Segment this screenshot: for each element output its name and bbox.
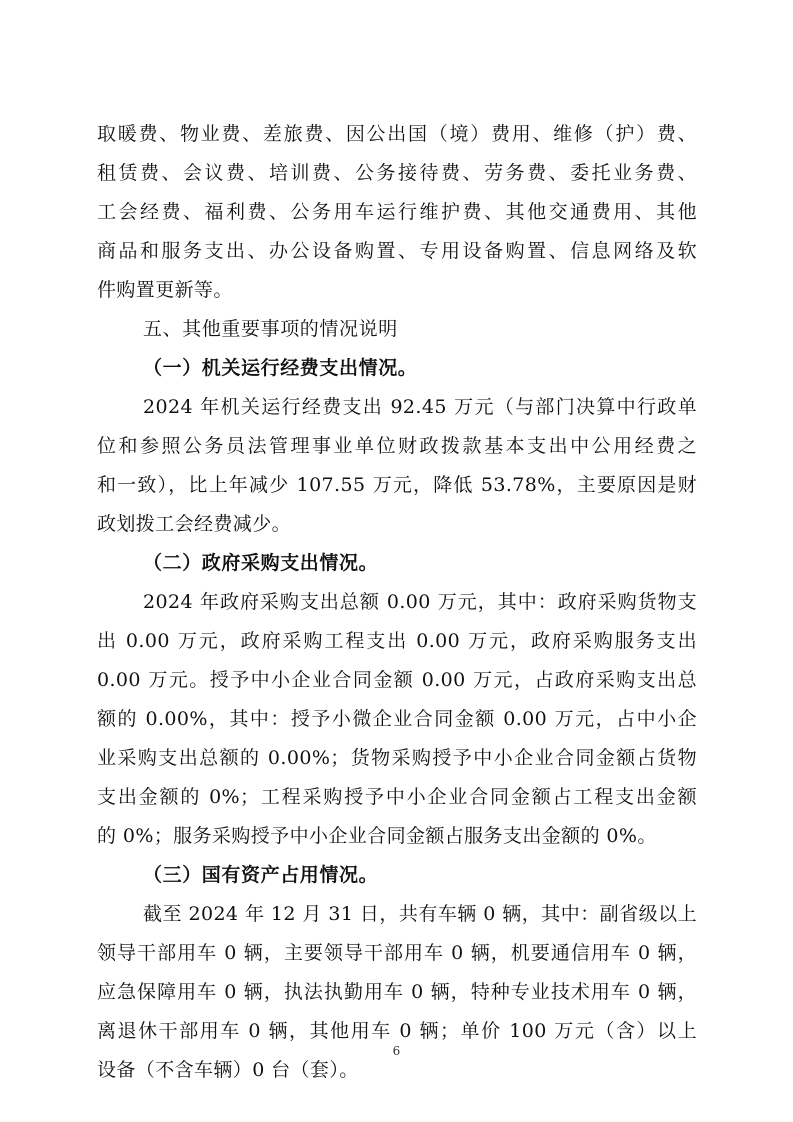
body-text-line: 2024 年政府采购支出总额 0.00 万元，其中：政府采购货物支 — [143, 591, 697, 613]
body-text-line: 出 0.00 万元，政府采购工程支出 0.00 万元，政府采购服务支出 — [97, 630, 697, 652]
subsection-heading: （三）国有资产占用情况。 — [143, 864, 379, 886]
body-text-line: 件购置更新等。 — [97, 279, 233, 301]
body-text-line: 领导干部用车 0 辆，主要领导干部用车 0 辆，机要通信用车 0 辆， — [97, 942, 697, 964]
section-heading: 五、其他重要事项的情况说明 — [143, 318, 398, 340]
body-text-line: 政划拨工会经费减少。 — [97, 513, 292, 535]
body-text-line: 支出金额的 0%；工程采购授予中小企业合同金额占工程支出金额 — [97, 786, 697, 808]
body-text-line: 离退休干部用车 0 辆，其他用车 0 辆；单价 100 万元（含）以上 — [97, 1020, 697, 1042]
body-text-line: 位和参照公务员法管理事业单位财政拨款基本支出中公用经费之 — [97, 435, 697, 457]
page-number: 6 — [392, 1044, 401, 1058]
body-text-line: 0.00 万元。授予中小企业合同金额 0.00 万元，占政府采购支出总 — [97, 669, 697, 691]
body-text-line: 额的 0.00%，其中：授予小微企业合同金额 0.00 万元，占中小企 — [97, 708, 697, 730]
body-text-line: 业采购支出总额的 0.00%；货物采购授予中小企业合同金额占货物 — [97, 747, 697, 769]
subsection-heading: （一）机关运行经费支出情况。 — [143, 357, 418, 379]
body-text-line: 应急保障用车 0 辆，执法执勤用车 0 辆，特种专业技术用车 0 辆， — [97, 981, 697, 1003]
body-text-line: 的 0%；服务采购授予中小企业合同金额占服务支出金额的 0%。 — [97, 825, 657, 847]
body-text-line: 和一致），比上年减少 107.55 万元，降低 53.78%，主要原因是财 — [97, 474, 697, 496]
subsection-heading: （二）政府采购支出情况。 — [143, 552, 379, 574]
body-text-line: 商品和服务支出、办公设备购置、专用设备购置、信息网络及软 — [97, 240, 697, 262]
body-text-line: 截至 2024 年 12 月 31 日，共有车辆 0 辆，其中：副省级以上 — [143, 903, 697, 925]
body-text-line: 设备（不含车辆）0 台（套）。 — [97, 1059, 359, 1081]
body-text-line: 租赁费、会议费、培训费、公务接待费、劳务费、委托业务费、 — [97, 162, 697, 184]
body-text-line: 工会经费、福利费、公务用车运行维护费、其他交通费用、其他 — [97, 201, 697, 223]
body-text-line: 取暖费、物业费、差旅费、因公出国（境）费用、维修（护）费、 — [97, 123, 697, 145]
body-text-line: 2024 年机关运行经费支出 92.45 万元（与部门决算中行政单 — [143, 396, 697, 418]
